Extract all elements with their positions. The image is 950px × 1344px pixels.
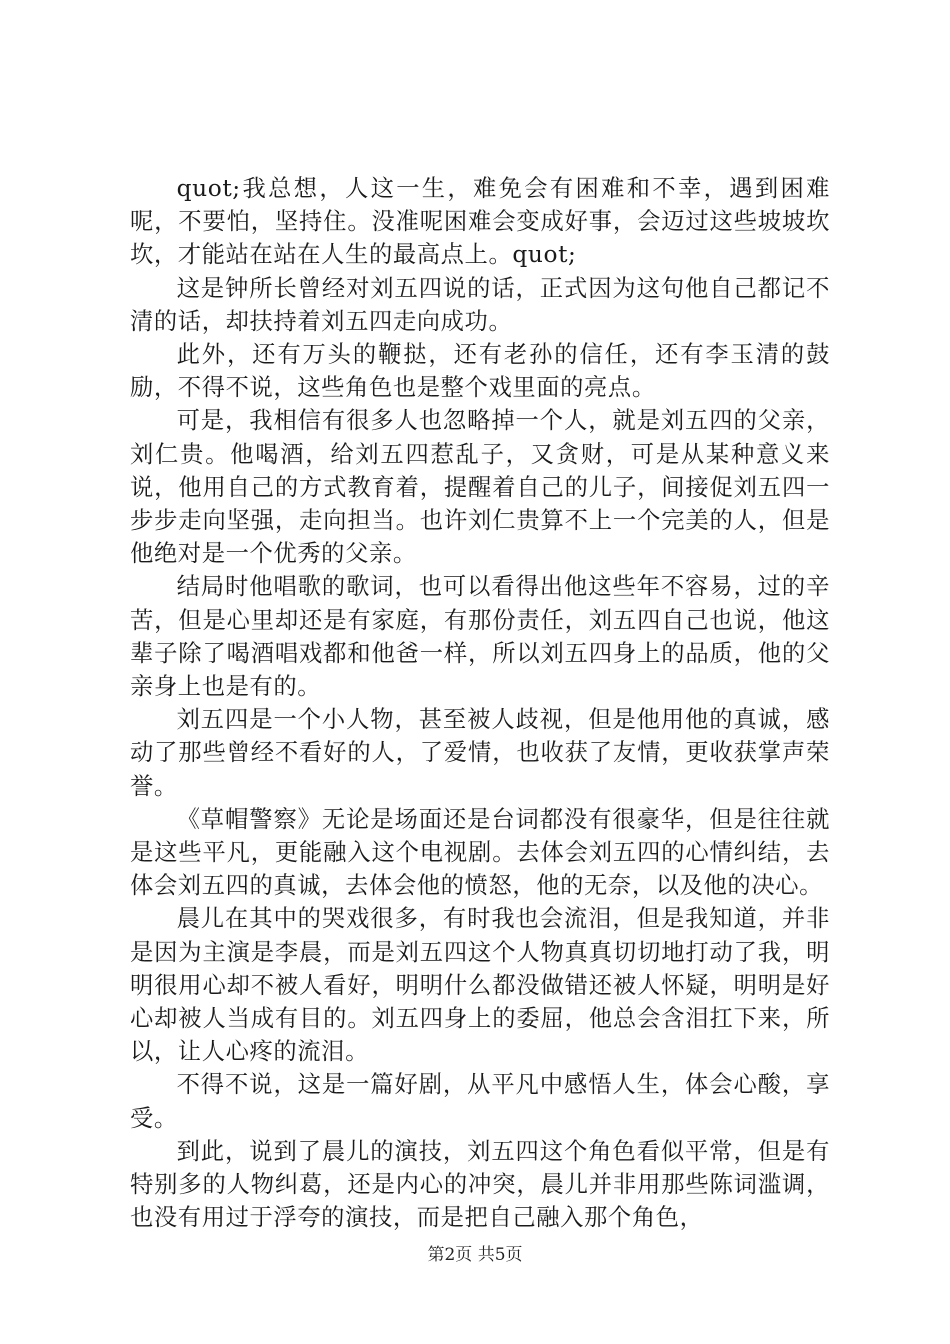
document-body: [130, 172, 830, 1235]
paragraph: 结局时他唱歌的歌词，也可以看得出他这些年不容易，过的辛苦，但是心里却还是有家庭，有那份责任，刘五四自己也说，他这辈子除了喝酒唱戏都和他爸一样，所以刘五四身上的品质，他的父亲身上也是有的。: [130, 573, 830, 701]
paragraph: 这是钟所长曾经对刘五四说的话，正式因为这句他自己都记不清的话，却扶持着刘五四走向成功。: [130, 274, 830, 335]
paragraph: 晨儿在其中的哭戏很多，有时我也会流泪，但是我知道，并非是因为主演是李晨，而是刘五四这个人物真真切切地打动了我，明明很用心却不被人看好，明明什么都没做错还被人怀疑，明明是好心却被人当成有目的。刘五四身上的委屈，他总会含泪扛下来，所以，让人心疼的流泪。: [130, 905, 830, 1066]
paragraph: 此外，还有万头的鞭挞，还有老孙的信任，还有李玉清的鼓励，不得不说，这些角色也是整个戏里面的亮点。: [130, 341, 830, 402]
paragraph: 可是，我相信有很多人也忽略掉一个人，就是刘五四的父亲，刘仁贵。他喝酒，给刘五四惹乱子，又贪财，可是从某种意义来说，他用自己的方式教育着，提醒着自己的儿子，间接促刘五四一步步走向坚强，走向担当。也许刘仁贵算不上一个完美的人，但是他绝对是一个优秀的父亲。: [130, 407, 830, 568]
paragraph: quot;我总想，人这一生，难免会有困难和不幸，遇到困难呢，不要怕，坚持住。没准呢困难会变成好事，会迈过这些坡坡坎坎，才能站在站在人生的最高点上。quot;: [130, 175, 830, 269]
paragraph: 到此，说到了晨儿的演技，刘五四这个角色看似平常，但是有特别多的人物纠葛，还是内心的冲突，晨儿并非用那些陈词滥调，也没有用过于浮夸的演技，而是把自己融入那个角色，: [130, 1137, 830, 1232]
paragraph: 《草帽警察》无论是场面还是台词都没有很豪华，但是往往就是这些平凡，更能融入这个电视剧。去体会刘五四的心情纠结，去体会刘五四的真诚，去体会他的愤怒，他的无奈，以及他的决心。: [130, 805, 830, 900]
page-number-footer: 第2页 共5页: [427, 1245, 523, 1265]
paragraph: 不得不说，这是一篇好剧，从平凡中感悟人生，体会心酸，享受。: [130, 1071, 830, 1132]
paragraph: 刘五四是一个小人物，甚至被人歧视，但是他用他的真诚，感动了那些曾经不看好的人，了爱情，也收获了友情，更收获掌声荣誉。: [130, 706, 830, 800]
